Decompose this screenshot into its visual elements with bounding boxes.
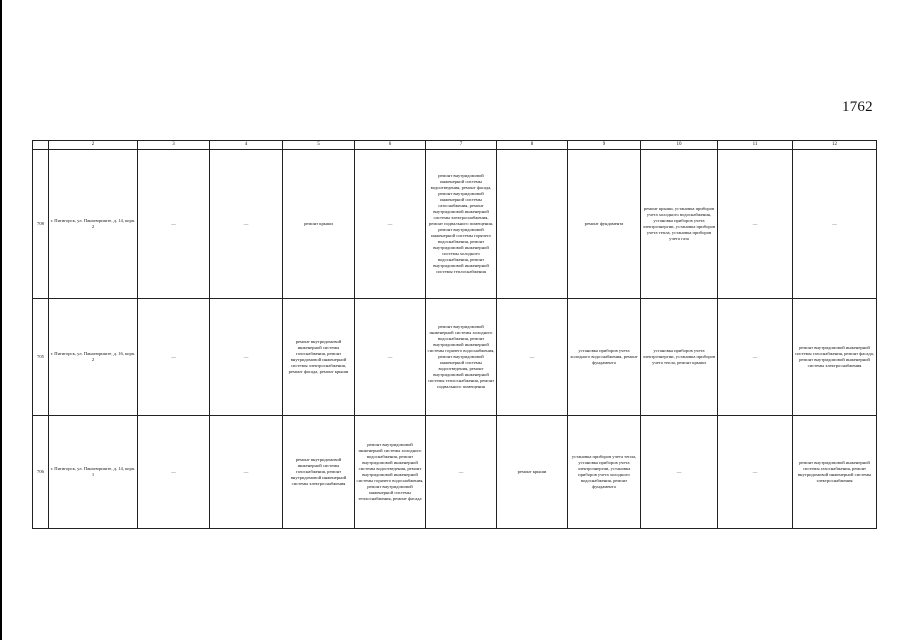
row-cell-4: —: [210, 150, 283, 299]
row-cell-12: ремонт внутридомовой инженерной системы газоснабжения, ремонт внутридомовой инженерной системы электроснабжения: [793, 416, 877, 529]
row-cell-9: установка приборов учета тепла, установка приборов учета электроэнергии, установка приборов учета холодного водоснабжения, ремонт фундамента: [568, 416, 641, 529]
row-cell-6: —: [355, 150, 426, 299]
works-table: [32, 140, 877, 529]
row-cell-9: ремонт фундамента: [568, 150, 641, 299]
row-cell-12: ремонт внутридомовой инженерной системы газоснабжения, ремонт фасада, ремонт внутридомовой инженерной системы электроснабжения: [793, 299, 877, 416]
row-cell-5: ремонт внутридомовой инженерной системы газоснабжения, ремонт внутридомовой инженерной системы электроснабжения: [283, 416, 355, 529]
row-cell-11: —: [718, 416, 793, 529]
row-cell-12: —: [793, 150, 877, 299]
row-address: г. Пятигорск, ул. Панагюриште, д. 14, корп. 1: [49, 416, 138, 529]
row-number: 705: [33, 299, 49, 416]
row-number: 706: [33, 416, 49, 529]
row-cell-9: установка приборов учета холодного водоснабжения, ремонт фундамента: [568, 299, 641, 416]
header-cell-4: 4: [210, 141, 283, 150]
header-cell-5: 5: [283, 141, 355, 150]
row-cell-11: —: [718, 150, 793, 299]
row-cell-4: —: [210, 416, 283, 529]
row-cell-3: —: [138, 150, 210, 299]
row-address: г. Пятигорск, ул. Панагюриште, д. 16, корп. 2: [49, 299, 138, 416]
row-address: г. Пятигорск, ул. Панагюриште, д. 14, корп. 2: [49, 150, 138, 299]
row-cell-7: ремонт внутридомовой инженерной системы водоотведения, ремонт фасада, ремонт внутридомовой инженерной системы газоснабжения, ремонт внутридомовой инженерной системы электроснабжения, ремонт подвального помещения, ремонт внутридомовой инженерной системы горячего водоснабжения, ремонт внутридомовой инженерной системы холодного водоснабжения, ремонт внутридомовой инженерной системы теплоснабжения: [426, 150, 497, 299]
table-row: [33, 150, 877, 299]
row-cell-10: —: [641, 416, 718, 529]
row-cell-8: [497, 150, 568, 299]
header-cell-7: 7: [426, 141, 497, 150]
header-row: [33, 141, 877, 150]
row-cell-8: —: [497, 299, 568, 416]
header-cell-8: 8: [497, 141, 568, 150]
row-cell-8: ремонт крыши: [497, 416, 568, 529]
page-number: 1762: [842, 99, 873, 115]
row-cell-7: ремонт внутридомовой инженерной системы холодного водоснабжения, ремонт внутридомовой инженерной системы горячего водоснабжения, ремонт внутридомовой инженерной системы водоотведения, ремонт внутридомовой инженерной системы теплоснабжения, ремонт подвального помещения: [426, 299, 497, 416]
row-cell-11: —: [718, 299, 793, 416]
header-cell-3: 3: [138, 141, 210, 150]
row-cell-10: установка приборов учета электроэнергии, установка приборов учета тепла, ремонт крыши: [641, 299, 718, 416]
row-number: 708: [33, 150, 49, 299]
header-cell-11: 11: [718, 141, 793, 150]
header-cell-12: 12: [793, 141, 877, 150]
header-cell-1: [33, 141, 49, 150]
row-cell-5: ремонт крыши: [283, 150, 355, 299]
row-cell-4: —: [210, 299, 283, 416]
header-cell-6: 6: [355, 141, 426, 150]
row-cell-6: ремонт внутридомовой инженерной системы холодного водоснабжения, ремонт внутридомовой инженерной системы водоотведения, ремонт внутридомовой инженерной системы горячего водоснабжения, ремонт внутридомовой инженерной системы теплоснабжения, ремонт фасада: [355, 416, 426, 529]
table-row: [33, 299, 877, 416]
row-cell-5: ремонт внутридомовой инженерной системы газоснабжения, ремонт внутридомовой инженерной системы электроснабжения, ремонт фасада, ремонт крыши: [283, 299, 355, 416]
row-cell-3: —: [138, 416, 210, 529]
table-row: [33, 416, 877, 529]
row-cell-7: —: [426, 416, 497, 529]
header-cell-10: 10: [641, 141, 718, 150]
header-cell-2: 2: [49, 141, 138, 150]
header-cell-9: 9: [568, 141, 641, 150]
row-cell-10: ремонт крыши, установка приборов учета холодного водоснабжения, установка приборов учета электроэнергии, установка приборов учета тепла, установка приборов учета газа: [641, 150, 718, 299]
page-left-rule: [0, 0, 2, 640]
row-cell-6: —: [355, 299, 426, 416]
row-cell-3: —: [138, 299, 210, 416]
